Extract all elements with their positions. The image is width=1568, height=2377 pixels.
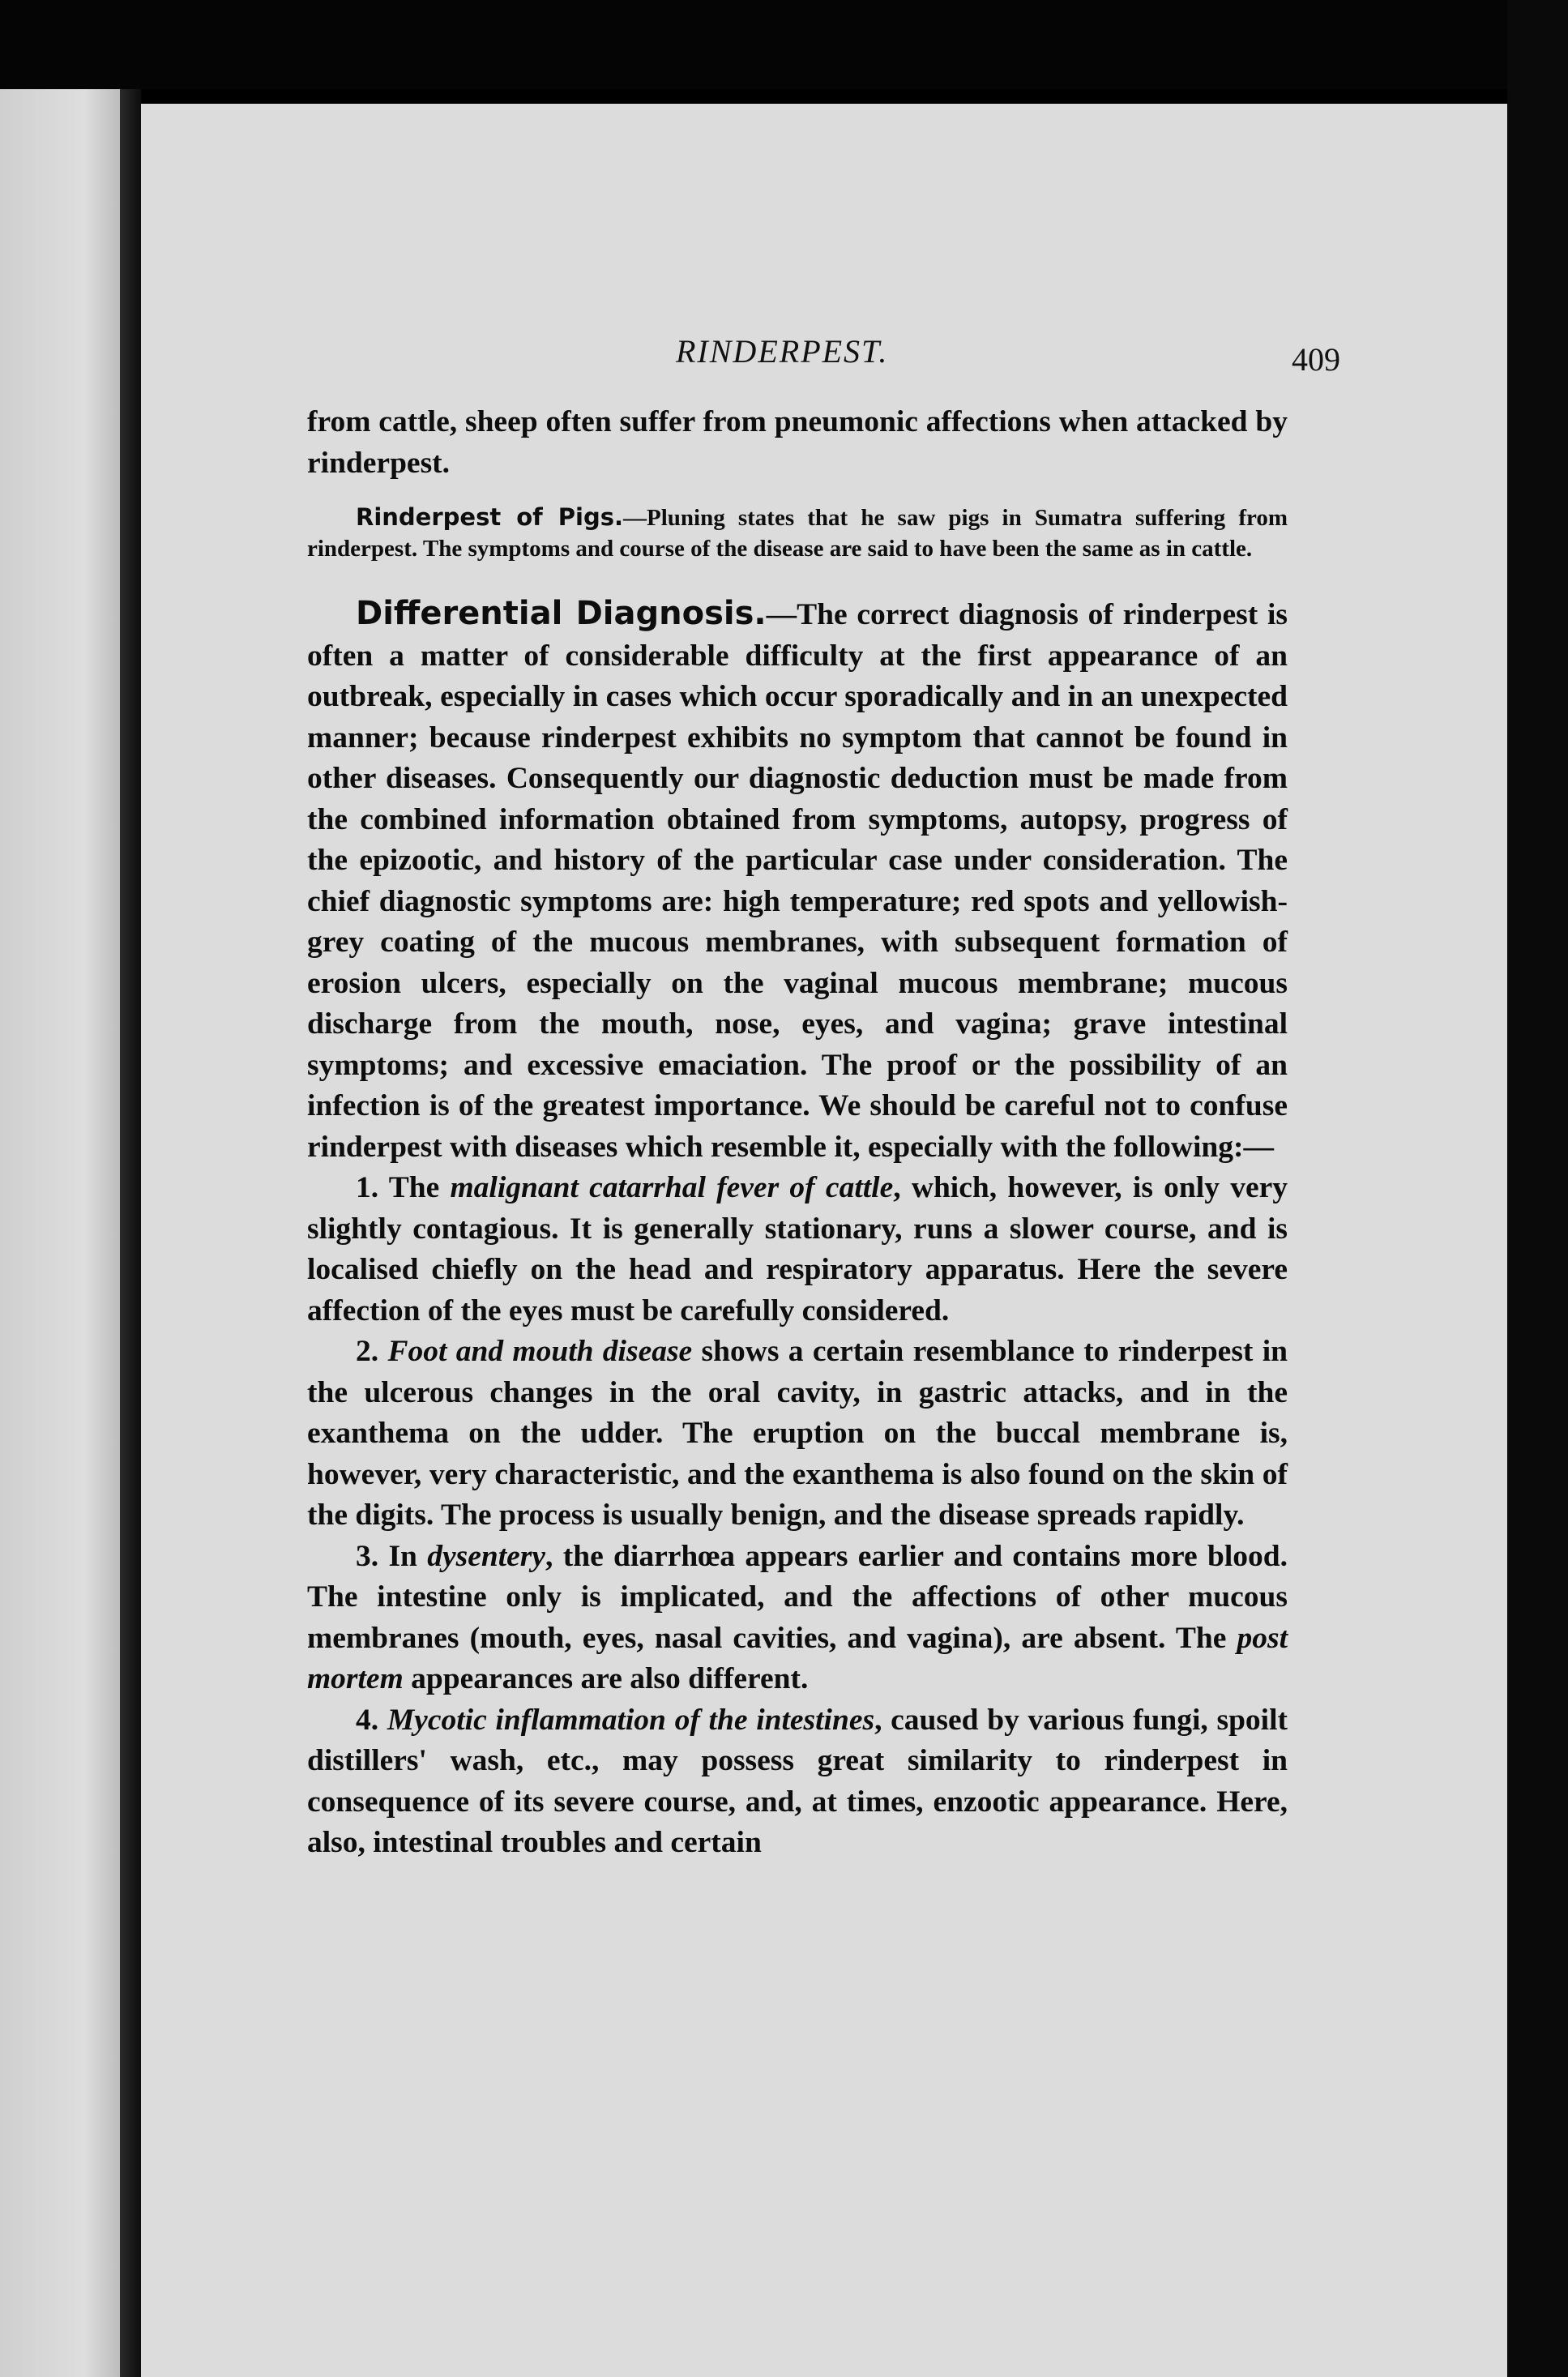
- page-number: 409: [1292, 341, 1340, 378]
- text-block: [307, 402, 1288, 1864]
- running-title: RINDERPEST.: [676, 333, 889, 370]
- list-item: [307, 1168, 1288, 1332]
- paragraph-text: , caused by various fungi, spoilt distillers' wash, etc., may possess great similarity to rinderpest in consequence of its severe course, and, at times, enzootic appearance. Here, also, intestinal troubles and certain: [307, 1703, 1288, 1859]
- section-heading: Rinderpest of Pigs.: [356, 503, 623, 531]
- paragraph-text: , the diarrhœa appears earlier and contains more blood. The intestine only is implicated, and the affections of other mucous membranes (mouth, eyes, nasal cavities, and vagina), are absent. The: [307, 1539, 1288, 1655]
- running-head: [141, 332, 1507, 381]
- adjacent-page-edge: [0, 89, 120, 2377]
- scan-border-right: [1507, 0, 1568, 2377]
- disease-name: Foot and mouth disease: [387, 1335, 693, 1368]
- disease-name: dysentery: [427, 1539, 546, 1573]
- section-heading: Differential Diagnosis.: [356, 595, 767, 632]
- list-item: [307, 1537, 1288, 1700]
- list-number: 4.: [356, 1703, 387, 1737]
- paragraph-text: —The correct diagnosis of rinderpest is often a matter of considerable difficulty at the first appearance of an outbreak, especially in cases which occur sporadically and in an unexpected manner; because rinderpest exhibits no symptom that cannot be found in other diseases. Consequently our diagnostic deduction must be made from the combined information obtained from symptoms, autopsy, progress of the epizootic, and history of the particular case under consideration. The chief diagnostic symptoms are: high temperature; red spots and yellowish-grey coating of the mucous membranes, with subsequent formation of erosion ulcers, especially on the vaginal mucous membrane; mucous discharge from the mouth, nose, eyes, and vagina; grave intestinal symptoms; and excessive emaciation. The proof or the possibility of an infection is of the greatest importance. We should be careful not to confuse rinderpest with diseases which resemble it, especially with the following:—: [307, 598, 1288, 1164]
- disease-name: Mycotic inflammation of the intestines: [387, 1703, 875, 1737]
- book-page: [141, 104, 1507, 2377]
- scan-border-top: [0, 0, 1568, 89]
- paragraph-continuation: [307, 402, 1288, 484]
- list-number: 2.: [356, 1335, 388, 1368]
- disease-name: malignant catarrhal fever of cattle: [450, 1171, 894, 1204]
- paragraph-text: from cattle, sheep often suffer from pneumonic affections when attacked by rinderpest.: [307, 405, 1288, 480]
- list-number: 1. The: [356, 1171, 451, 1204]
- latin-term: post mortem: [307, 1621, 1288, 1695]
- paragraph-differential-diagnosis: [307, 593, 1288, 1168]
- paragraph-text: —Pluning states that he saw pigs in Sumatra suffering from rinderpest. The symptoms and course of the disease are said to have been the same as in cattle.: [307, 505, 1288, 562]
- paragraph-rinderpest-of-pigs: [307, 502, 1288, 564]
- paragraph-text: , which, however, is only very slightly contagious. It is generally stationary, runs a slower course, and is localised chiefly on the head and respiratory apparatus. Here the severe affection of the eyes must be carefully considered.: [307, 1171, 1288, 1327]
- list-item: [307, 1332, 1288, 1537]
- list-item: [307, 1700, 1288, 1864]
- paragraph-text: shows a certain resemblance to rinderpest in the ulcerous changes in the oral cavity, in gastric attacks, and in the exanthema on the udder. The eruption on the buccal membrane is, however, very characteristic, and the exanthema is also found on the skin of the digits. The process is usually benign, and the disease spreads rapidly.: [307, 1335, 1288, 1532]
- book-spine-shadow: [120, 89, 141, 2377]
- paragraph-text: appearances are also different.: [403, 1662, 809, 1695]
- list-number: 3. In: [356, 1539, 428, 1573]
